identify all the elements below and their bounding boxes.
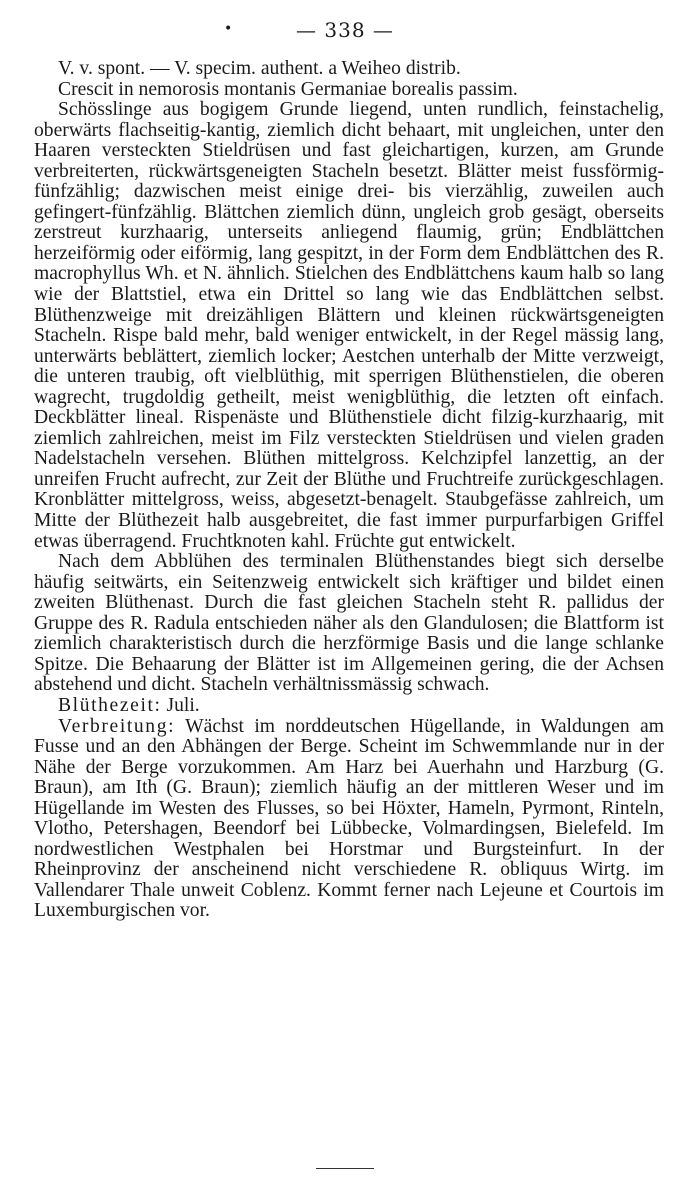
paragraph-habitat: Crescit in nemorosis montanis Germaniae borealis passim. <box>58 78 518 100</box>
flowering-time-label: Blüthezeit: <box>58 694 162 716</box>
stray-ink-mark: • <box>224 21 233 37</box>
flowering-time-text: Juli. <box>161 694 200 716</box>
paragraph-notes: Nach dem Abblühen des terminalen Blüthenstandes biegt sich derselbe häufig seitwärts, ein Seitenzweig entwickelt sich kräftiger und bildet einen zweiten Blüthenast. Durch die fast gleichen Stacheln steht R. pallidus der Gruppe des R. Radula entschieden näher als den Glandulosen; die Blattform ist ziemlich charakteristisch durch die herzförmige Basis und die lange schlanke Spitze. Die Behaarung der Blätter ist im Allgemeinen gering, die der Achsen abstehend und dicht. Stacheln verhältnissmässig schwach. <box>34 551 664 696</box>
page-body <box>34 59 664 922</box>
end-rule <box>316 1168 374 1169</box>
paragraph-description: Schösslinge aus bogigem Grunde liegend, unten rundlich, feinstachelig, oberwärts flachseitig-kantig, ziemlich dicht behaart, mit ungleichen, unter den Haaren versteckten Stieldrüsen und fast gleichartigen, kurzen, am Grunde verbreiterten, rückwärtsgeneigten Stacheln besetzt. Blätter meist fussförmig-fünfzählig; dazwischen meist einige drei- bis vierzählig, zuweilen auch gefingert-fünfzählig. Blättchen ziemlich dünn, ungleich grob gesägt, oberseits zerstreut kurzhaarig, unterseits anliegend flaumig, grün; Endblättchen herzeiförmig oder eiförmig, lang gespitzt, in der Form dem Endblättchen des R. macrophyllus Wh. et N. ähnlich. Stielchen des Endblättchens kaum halb so lang wie der Blattstiel, etwa ein Drittel so lang wie das Endblättchen selbst. Blüthenzweige mit dreizähligen Blättern und kleinen rückwärtsgeneigten Stacheln. Rispe bald mehr, bald weniger entwickelt, in der Regel mässig lang, unterwärts beblättert, ziemlich locker; Aestchen unterhalb der Mitte verzweigt, die unteren traubig, oft vielblüthig, mit sperrigen Blüthenstielen, die oberen wagrecht, trugdoldig getheilt, meist wenigblüthig, die letzten oft einfach. Deckblätter lineal. Rispenäste und Blüthenstiele dicht filzig-kurzhaarig, mit ziemlich zahlreichen, meist im Filz versteckten Stieldrüsen und vielen graden Nadelstacheln versehen. Blüthen mittelgross. Kelchzipfel lanzettig, an der unreifen Frucht aufrecht, zur Zeit der Blüthe und Fruchtreife zurückgeschlagen. Kronblätter mittelgross, weiss, abgesetzt-benagelt. Staubgefässe zahlreich, um Mitte der Blüthezeit halb ausgebreitet, die fast immer purpurfarbigen Griffel etwas überragend. Fruchtknoten kahl. Früchte gut entwickelt. <box>34 99 664 552</box>
paragraph-distribution <box>34 717 664 922</box>
distribution-text: Wächst im norddeutschen Hügellande, in Waldungen am Fusse und an den Abhängen der Berge. Scheint im Schwemmlande nur in der Nähe der Berge vorzukommen. Am Harz bei Auerhahn und Harzburg (G. Braun), am Ith (G. Braun); ziemlich häufig an der mittleren Weser und im Hügellande im Westen des Flusses, so bei Höxter, Hameln, Pyrmont, Rinteln, Vlotho, Petershagen, Beendorf bei Lübbecke, Volmardingsen, Bielefeld. Im nordwestlichen Westphalen bei Horstmar und Burgsteinfurt. In der Rheinprovinz der anscheinend nicht verschiedene R. obliquus Wirtg. im Vallendarer Thale unweit Coblenz. Kommt ferner nach Lejeune et Courtois im Luxemburgischen vor. <box>34 715 664 922</box>
paragraph-source: V. v. spont. — V. specim. authent. a Weiheo distrib. <box>58 58 461 79</box>
paragraph-flowering-time <box>34 696 664 717</box>
page-number: — 338 — <box>296 18 394 42</box>
distribution-label: Verbreitung: <box>58 715 176 737</box>
